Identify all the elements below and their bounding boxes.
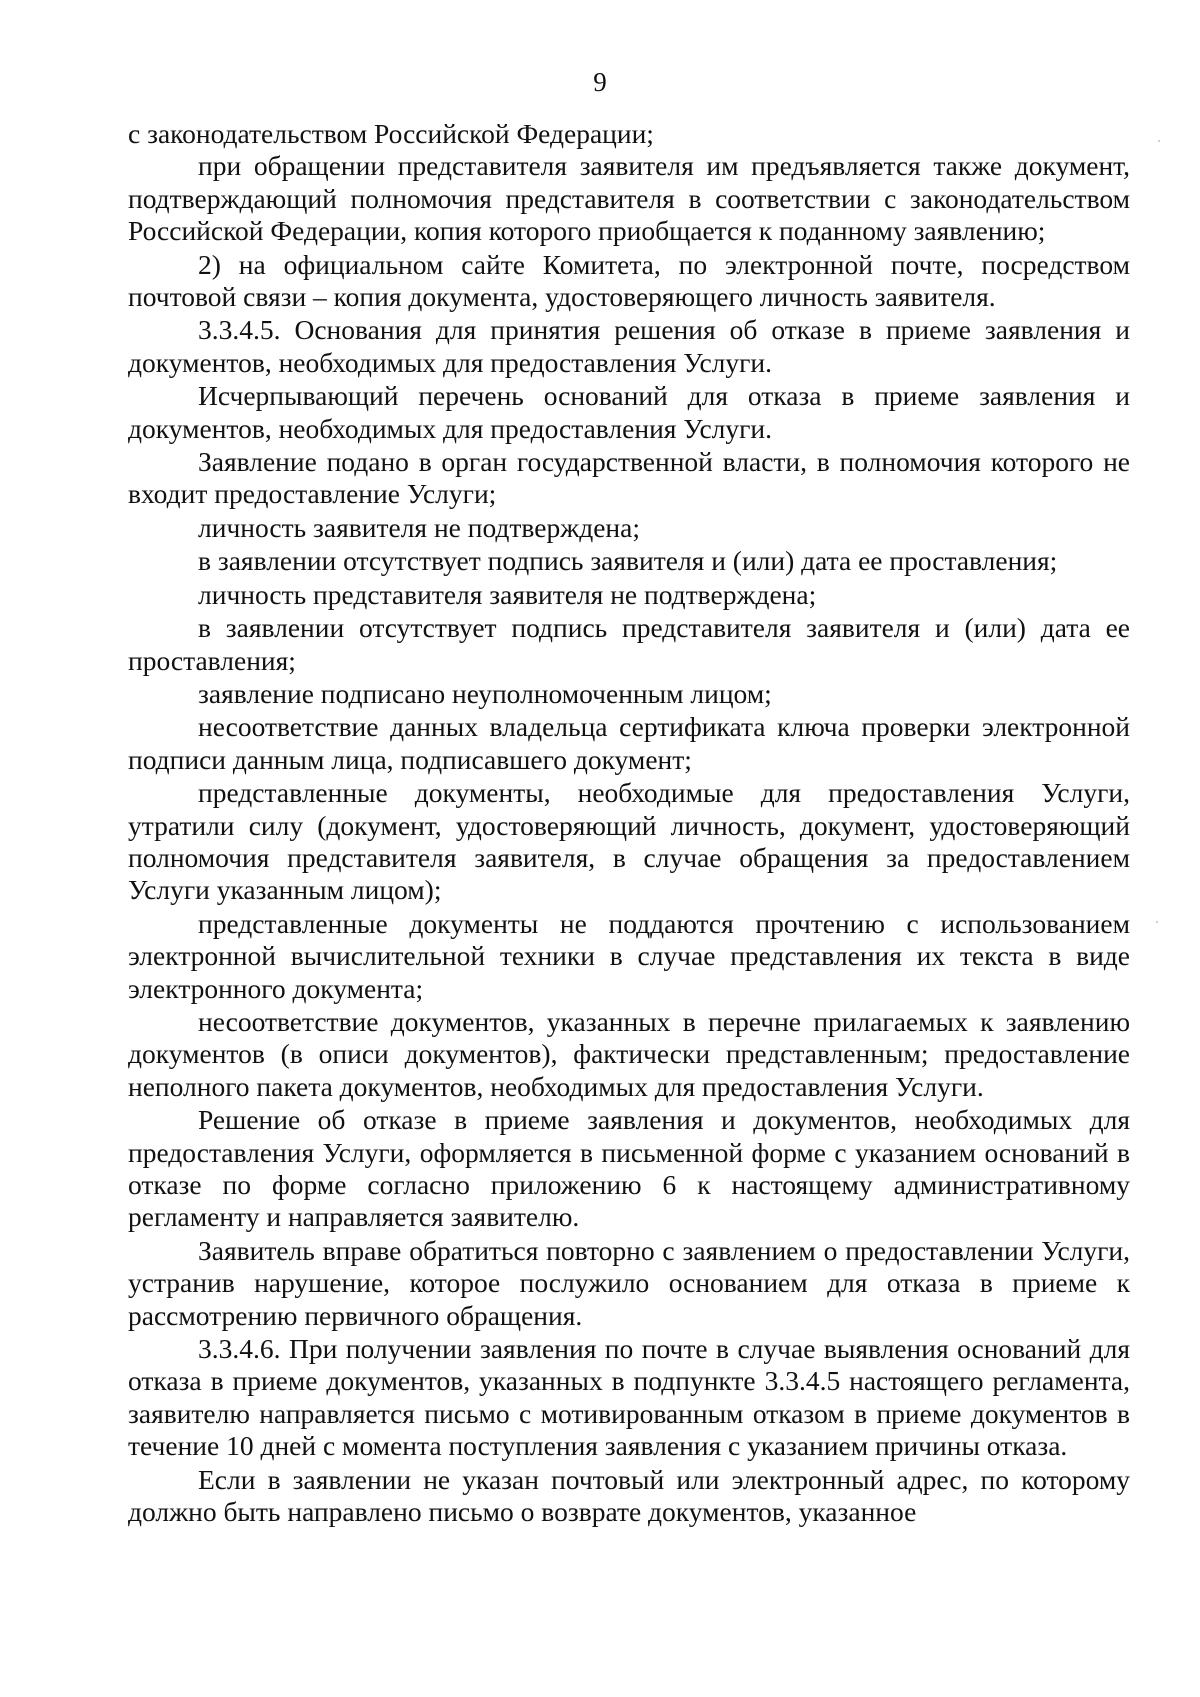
scan-speck [1158, 140, 1160, 142]
paragraph: 3.3.4.5. Основания для принятия решения об отказе в приеме заявления и документов, необходимых для предоставления Услуги. [128, 314, 1130, 378]
paragraph: заявление подписано неуполномоченным лицом; [198, 677, 772, 709]
paragraph: при обращении представителя заявителя им предъявляется также документ, подтверждающий полномочия представителя в соответствии с законодательством Российской Федерации, копия которого приобщается к поданному заявлению; [128, 150, 1130, 247]
paragraph: несоответствие данных владельца сертификата ключа проверки электронной подписи данным лица, подписавшего документ; [128, 711, 1130, 775]
document-body [128, 118, 1130, 1528]
paragraph: Заявитель вправе обратиться повторно с заявлением о предоставлении Услуги, устранив нарушение, которое послужило основанием для отказа в приеме к рассмотрению первичного обращения. [128, 1234, 1130, 1331]
paragraph: представленные документы не поддаются прочтению с использованием электронной вычислительной техники в случае представления их текста в виде электронного документа; [128, 907, 1130, 1004]
paragraph: 3.3.4.6. При получении заявления по почте в случае выявления оснований для отказа в приеме документов, указанных в подпункте 3.3.4.5 настоящего регламента, заявителю направляется письмо с мотивированным отказом в приеме документов в течение 10 дней с момента поступления заявления с указанием причины отказа. [128, 1333, 1130, 1462]
paragraph: 2) на официальном сайте Комитета, по электронной почте, посредством почтовой связи – копия документа, удостоверяющего личность заявителя. [128, 248, 1130, 313]
paragraph: личность заявителя не подтверждена; [198, 511, 640, 543]
paragraph: в заявлении отсутствует подпись заявителя и (или) дата ее проставления; [198, 545, 1058, 577]
paragraph: представленные документы, необходимые для предоставления Услуги, утратили силу (документ, удостоверяющий личность, документ, удостоверяющий полномочия представителя заявителя, в случае обращения за предоставлением Услуги указанным лицом); [128, 777, 1130, 906]
page-number: 9 [593, 67, 607, 97]
paragraph: Заявление подано в орган государственной власти, в полномочия которого не входит предоставление Услуги; [128, 446, 1130, 510]
paragraph: личность представителя заявителя не подтверждена; [198, 578, 817, 610]
paragraph: несоответствие документов, указанных в перечне прилагаемых к заявлению документов (в описи документов), фактически представленным; предоставление неполного пакета документов, необходимых для предоставления Услуги. [128, 1005, 1130, 1102]
paragraph: в заявлении отсутствует подпись представителя заявителя и (или) дата ее проставления; [128, 612, 1130, 676]
paragraph: с законодательством Российской Федерации; [128, 118, 654, 149]
paragraph: Исчерпывающий перечень оснований для отказа в приеме заявления и документов, необходимых для предоставления Услуги. [128, 380, 1130, 444]
scan-speck [1156, 921, 1158, 923]
paragraph: Решение об отказе в приеме заявления и документов, необходимых для предоставления Услуги, оформляется в письменной форме с указанием оснований в отказе по форме согласно приложению 6 к настоящему административному регламенту и направляется заявителю. [128, 1104, 1130, 1233]
paragraph: Если в заявлении не указан почтовый или электронный адрес, по которому должно быть направлено письмо о возврате документов, указанное [128, 1463, 1130, 1528]
